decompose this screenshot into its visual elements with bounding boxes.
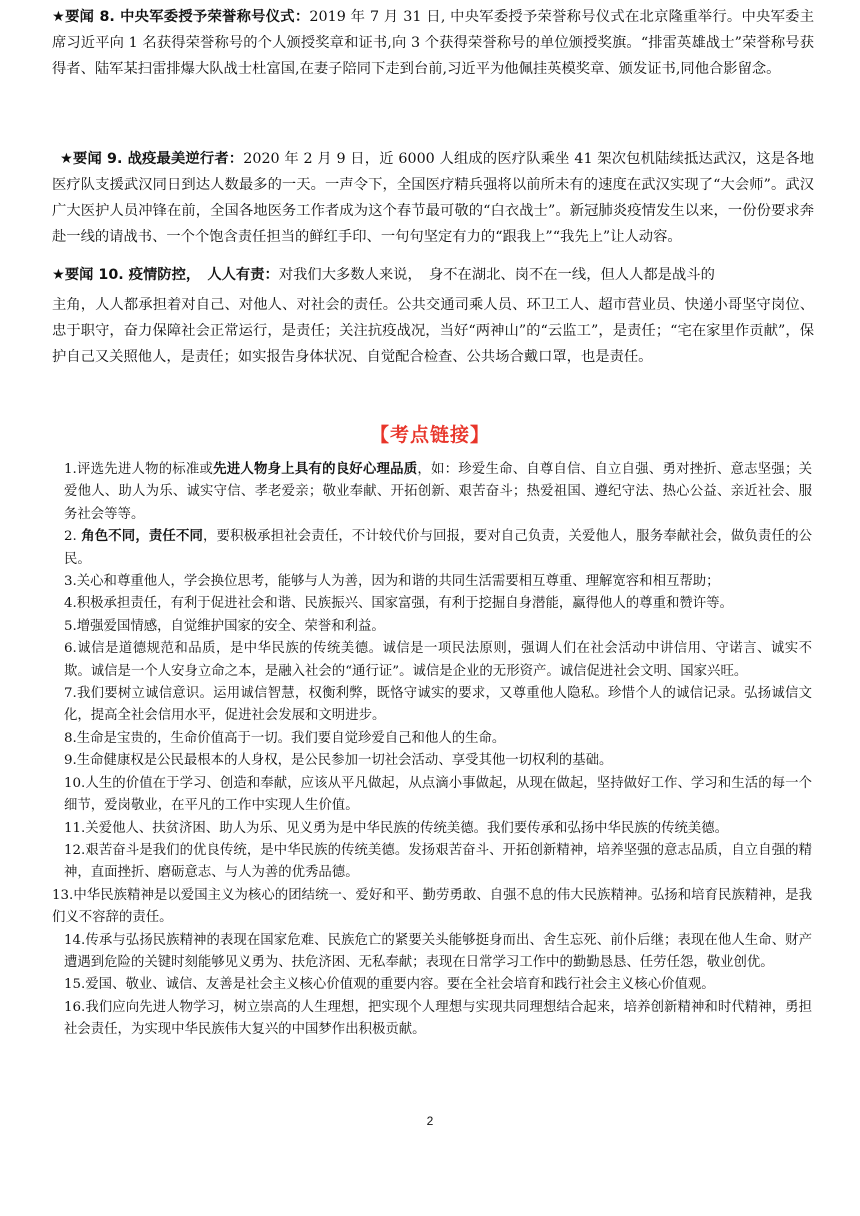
key-point-text: ，要积极承担社会责任，不计较代价与回报，要对自己负责，关爱他人，服务奉献社会，做负责任的公民。 — [64, 529, 812, 567]
news-item-9 — [52, 146, 814, 250]
key-point-item — [64, 974, 812, 996]
key-point-item — [64, 593, 812, 615]
key-point-text: 13.中华民族精神是以爱国主义为核心的团结统一、爱好和平、勤劳勇敢、自强不息的伟大民族精神。弘扬和培育民族精神，是我们义不容辞的责任。 — [52, 887, 812, 926]
key-point-text: 14.传承与弘扬民族精神的表现在国家危难、民族危亡的紧要关头能够挺身而出、舍生忘死、前仆后继；表现在他人生命、财产遭遇到危险的关键时刻能够见义勇为、扶危济困、无私奉献；表现在日常学习工作中的勤勤恳恳、任劳任怨，敬业创优。 — [64, 932, 812, 970]
key-point-text: 1.评选先进人物的标准或 — [64, 462, 214, 477]
news-lead: 对我们大多数人来说， 身不在湖北、岗不在一线，但人人都是战斗的 — [278, 267, 715, 283]
key-point-item — [64, 997, 812, 1042]
key-point-item — [64, 459, 812, 526]
key-point-item — [64, 728, 812, 750]
key-point-text: 3.关心和尊重他人，学会换位思考，能够与人为善，因为和谐的共同生活需要相互尊重、理解宽容和相互帮助； — [64, 574, 720, 590]
news-title: ★要闻 8. 中央军委授予荣誉称号仪式： — [52, 9, 310, 25]
key-point-text: 2. — [64, 529, 82, 545]
key-point-text: 11.关爱他人、扶贫济困、助人为乐、见义勇为是中华民族的传统美德。我们要传承和弘扬中华民族的传统美德。 — [64, 820, 729, 836]
key-point-text: 10.人生的价值在于学习、创造和奉献，应该从平凡做起，从点滴小事做起，从现在做起，坚持做好工作、学习和生活的每一个细节，爱岗敬业，在平凡的工作中实现人生价值。 — [64, 775, 812, 814]
key-point-item — [64, 930, 812, 975]
key-point-item — [64, 818, 812, 840]
news-body: 主角，人人都承担着对自己、对他人、对社会的责任。公共交通司乘人员、环卫工人、超市营业员、快递小哥坚守岗位、忠于职守，奋力保障社会正常运行，是责任；关注抗疫战况，当好“两神山”的“云监工”，是责任；“宅在家里作贡献”，保护自己又关照他人，是责任；如实报告身体状况、自觉配合检查、公共场合戴口罩，也是责任。 — [52, 297, 814, 365]
key-point-text: 16.我们应向先进人物学习，树立崇高的人生理想，把实现个人理想与实现共同理想结合起来，培养创新精神和时代精神，勇担社会责任，为实现中华民族伟大复兴的中国梦作出积极贡献。 — [64, 999, 812, 1038]
key-point-item — [64, 750, 812, 772]
section-heading: 【考点链接】 — [369, 424, 490, 446]
key-point-text: 4.积极承担责任，有利于促进社会和谐、民族振兴、国家富强，有利于挖掘自身潜能，赢得他人的尊重和赞许等。 — [64, 596, 733, 612]
news-item-8 — [52, 4, 814, 82]
key-point-text: 15.爱国、敬业、诚信、友善是社会主义核心价值观的重要内容。要在全社会培育和践行社会主义核心价值观。 — [64, 977, 715, 993]
key-point-text: ，如：珍爱生命、自尊自信、自立自强、勇对挫折、意志坚强；关爱他人、助人为乐、诚实守信、孝老爱亲；敬业奉献、开拓创新、艰苦奋斗；热爱祖国、遵纪守法、热心公益、亲近社会、服务社会等等。 — [64, 462, 813, 522]
news-first-line — [52, 262, 814, 288]
key-point-emphasis: 角色不同，责任不同 — [81, 529, 204, 545]
key-point-item — [64, 840, 812, 885]
key-point-item — [64, 616, 812, 638]
page-number: 2 — [426, 1114, 434, 1128]
key-point-item — [64, 526, 812, 571]
key-point-emphasis: 先进人物身上具有的良好心理品质 — [213, 462, 418, 477]
news-title: ★要闻 9. 战疫最美逆行者： — [60, 151, 244, 167]
key-point-text: 6.诚信是道德规范和品质，是中华民族的传统美德。诚信是一项民法原则，强调人们在社会活动中讲信用、守诺言、诚实不欺。诚信是一个人安身立命之本，是融入社会的“通行证”。诚信是企业的无形资产。诚信促进社会文明、国家兴旺。 — [64, 641, 812, 679]
key-point-item — [64, 638, 812, 683]
key-point-text: 8.生命是宝贵的，生命价值高于一切。我们要自觉珍爱自己和他人的生命。 — [64, 730, 506, 746]
key-point-item — [64, 773, 812, 818]
news-body: 2019 年 7 月 31 日, 中央军委授予荣誉称号仪式在北京隆重举行。中央军委主席习近平向 1 名获得荣誉称号的个人颁授奖章和证书,向 3 个获得荣誉称号的单位颁授奖旗。“排雷英雄战士”荣誉称号获得者、陆军某扫雷排爆大队战士杜富国,在妻子陪同下走到台前,习近平为他佩挂英模奖章、颁发证书,同他合影留念。 — [52, 9, 814, 77]
key-points-list — [52, 459, 813, 1042]
key-point-text: 9.生命健康权是公民最根本的人身权，是公民参加一切社会活动、享受其他一切权利的基础。 — [64, 753, 613, 769]
key-point-text: 5.增强爱国情感，自觉维护国家的安全、荣誉和利益。 — [64, 618, 385, 634]
key-point-item — [52, 885, 812, 930]
news-title: ★要闻 10. 疫情防控， 人人有责： — [52, 267, 279, 283]
news-body: 2020 年 2 月 9 日，近 6000 人组成的医疗队乘坐 41 架次包机陆续抵达武汉，这是各地医疗队支援武汉同日到达人数最多的一天。一声令下，全国医疗精兵强将以前所未有的速度在武汉实现了“大会师”。武汉广大医护人员冲锋在前，全国各地医务工作者成为这个春节最可敬的“白衣战士”。新冠肺炎疫情发生以来，一份份要求奔赴一线的请战书、一个个饱含责任担当的鲜红手印、一句句坚定有力的“跟我上”“我先上”让人动容。 — [52, 151, 814, 245]
key-point-item — [64, 571, 812, 593]
key-point-text: 12.艰苦奋斗是我们的优良传统，是中华民族的传统美德。发扬艰苦奋斗、开拓创新精神，培养坚强的意志品质，自立自强的精神，直面挫折、磨砺意志、与人为善的优秀品德。 — [64, 842, 812, 881]
news-item-10 — [52, 262, 814, 370]
key-point-item — [64, 683, 812, 728]
key-point-text: 7.我们要树立诚信意识。运用诚信智慧，权衡利弊，既恪守诚实的要求，又尊重他人隐私。珍惜个人的诚信记录。弘扬诚信文化，提高全社会信用水平，促进社会发展和文明进步。 — [64, 686, 812, 724]
